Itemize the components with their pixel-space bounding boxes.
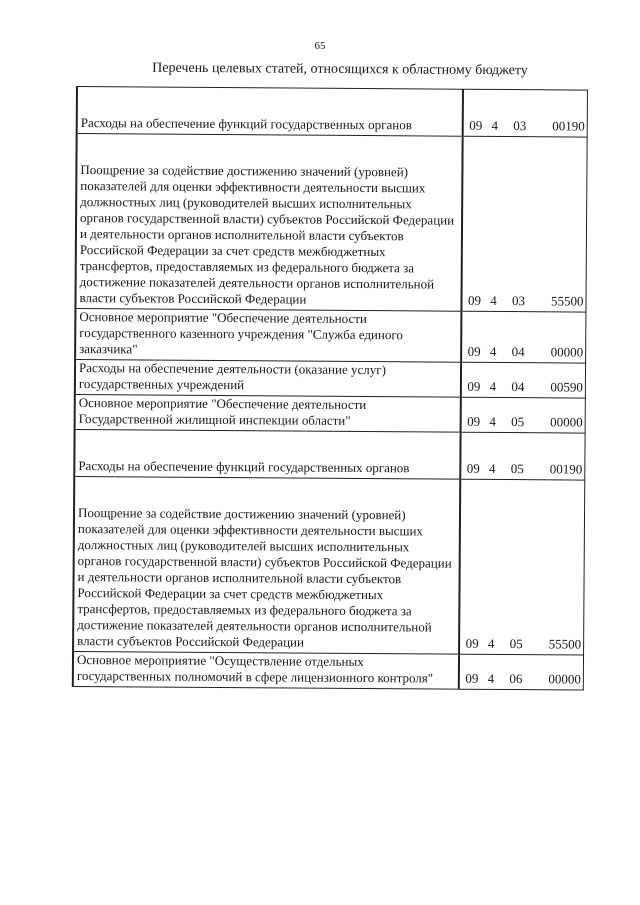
row-codes [459, 654, 584, 690]
row-description: Основное мероприятие "Осуществление отдельных государственных полномочий в сфере лицензионного контроля" [73, 651, 459, 689]
code-direction: 55500 [550, 293, 584, 309]
table-row [73, 476, 585, 655]
code-program: 09 [466, 460, 480, 476]
row-description: Расходы на обеспечение деятельности (оказание услуг) государственных учреждений [75, 360, 461, 398]
code-event: 04 [511, 344, 525, 360]
code-subprogram: 4 [489, 378, 497, 394]
row-codes [459, 479, 585, 655]
code-event: 05 [511, 414, 525, 430]
code-direction: 00590 [550, 379, 583, 395]
row-codes [463, 89, 588, 137]
row-codes [461, 397, 586, 433]
page-number: 65 [314, 40, 326, 52]
code-direction: 00190 [549, 461, 583, 477]
table-row [75, 360, 586, 399]
target-articles-table [72, 86, 588, 691]
code-subprogram: 4 [487, 635, 495, 651]
code-program: 09 [467, 378, 481, 394]
row-description: Поощрение за содействие достижению значений (уровней) показателей для оценки эффективности деятельности высших должностных лиц (руководителей высших исполнительных органов государственной власти) субъектов Российской Федерации и деятельности органов исполнительной власти субъектов Российской Федерации за счет средств межбюджетных трансфертов, предоставляемых из федерального бюджета за достижение показателей деятельности органов исполнительной власти субъектов Российской Федерации [73, 476, 460, 654]
code-program: 09 [467, 413, 481, 429]
table-row [73, 651, 584, 690]
table-row [74, 429, 585, 480]
code-event: 04 [511, 379, 525, 395]
code-subprogram: 4 [490, 292, 497, 308]
table-row [75, 394, 586, 433]
code-subprogram: 4 [489, 343, 497, 359]
code-event: 05 [510, 461, 524, 477]
row-codes [461, 136, 587, 312]
row-description: Расходы на обеспечение функций государственных органов [74, 429, 460, 479]
code-direction: 00000 [550, 414, 583, 430]
table-row [77, 87, 588, 138]
table-row [75, 309, 586, 364]
row-description: Основное мероприятие "Обеспечение деятельности Государственной жилищной инспекции области" [75, 394, 461, 432]
code-event: 05 [509, 636, 523, 652]
document-title: Перечень целевых статей, относящихся к областному бюджету [152, 60, 528, 79]
row-codes [461, 362, 586, 398]
code-subprogram: 4 [489, 413, 496, 429]
row-codes [461, 311, 586, 363]
code-direction: 00000 [550, 344, 584, 360]
row-codes [460, 432, 585, 480]
code-direction: 00000 [548, 671, 581, 687]
code-event: 03 [513, 118, 527, 134]
code-program: 09 [469, 117, 483, 133]
code-direction: 00190 [552, 118, 585, 134]
code-program: 09 [465, 635, 479, 651]
row-description: Расходы на обеспечение функций государственных органов [77, 87, 463, 137]
code-event: 06 [509, 671, 523, 687]
code-direction: 55500 [548, 636, 582, 652]
table-row [75, 134, 587, 313]
code-event: 03 [511, 293, 526, 309]
code-subprogram: 4 [487, 670, 495, 686]
code-program: 09 [465, 670, 479, 686]
code-program: 09 [467, 343, 481, 359]
code-subprogram: 4 [489, 460, 496, 476]
row-description: Поощрение за содействие достижению значений (уровней) показателей для оценки эффективности деятельности высших должностных лиц (руководителей высших исполнительных органов государственной власти) субъектов Российской Федерации и деятельности органов исполнительной власти субъектов Российской Федерации за счет средств межбюджетных трансфертов, предоставляемых из федерального бюджета за достижение показателей деятельности органов исполнительной власти субъектов Российской Федерации [75, 134, 462, 312]
code-subprogram: 4 [491, 117, 499, 133]
code-program: 09 [467, 292, 482, 308]
row-description: Основное мероприятие "Обеспечение деятельности государственного казенного учреждения "Служба единого заказчика" [75, 309, 461, 363]
